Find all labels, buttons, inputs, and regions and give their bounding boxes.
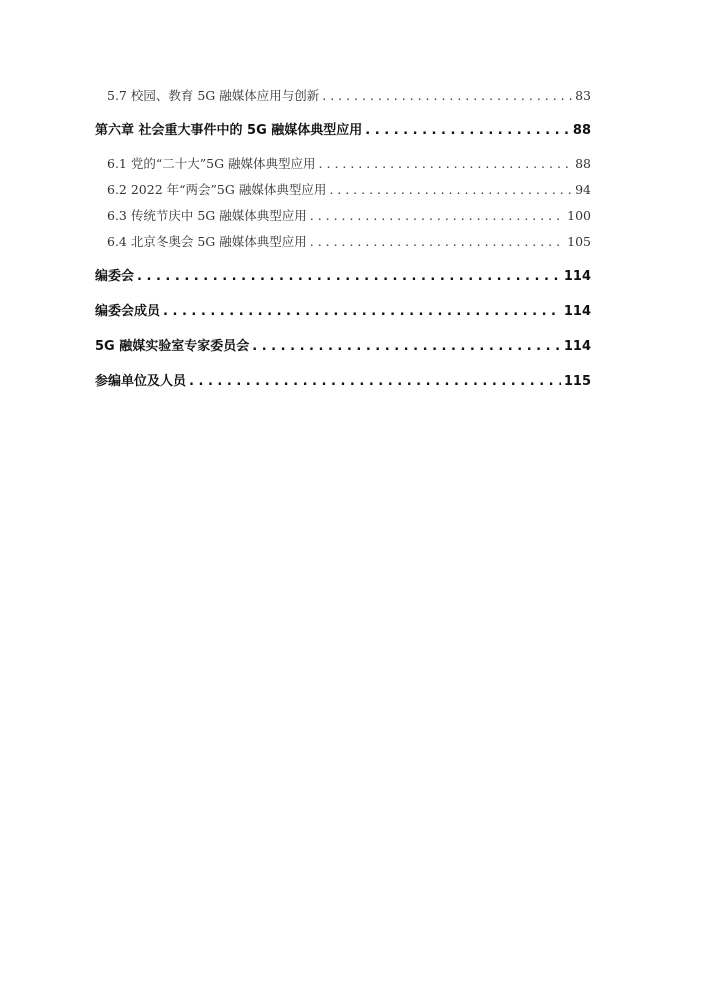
- toc-entry-page: 105: [567, 234, 591, 249]
- toc-dot-leader: [310, 232, 564, 251]
- toc-dot-leader: [137, 267, 561, 286]
- toc-dot-leader: [163, 302, 561, 321]
- toc-entry-title: 编委会: [95, 269, 135, 284]
- toc-entry-title: 编委会成员: [95, 304, 161, 319]
- toc-entry-title: 第六章 社会重大事件中的 5G 融媒体典型应用: [95, 123, 363, 138]
- toc-entry-6-3[interactable]: [95, 206, 591, 225]
- table-of-contents: [95, 86, 591, 391]
- toc-entry-title: 参编单位及人员: [95, 374, 187, 389]
- toc-entry-title: 5.7 校园、教育 5G 融媒体应用与创新: [107, 88, 320, 103]
- toc-entry-editorial-board-members[interactable]: [95, 302, 591, 321]
- toc-entry-title: 5G 融媒实验室专家委员会: [95, 339, 250, 354]
- toc-entry-page: 114: [563, 304, 591, 319]
- toc-entry-title: 6.3 传统节庆中 5G 融媒体典型应用: [107, 208, 307, 223]
- toc-entry-6-4[interactable]: [95, 232, 591, 251]
- toc-entry-page: 88: [575, 156, 591, 171]
- toc-entry-title: 6.2 2022 年“两会”5G 融媒体典型应用: [107, 182, 327, 197]
- toc-entry-page: 88: [572, 123, 591, 138]
- toc-entry-expert-committee[interactable]: [95, 337, 591, 356]
- toc-entry-chapter-6[interactable]: [95, 121, 591, 140]
- toc-dot-leader: [310, 206, 564, 225]
- toc-dot-leader: [319, 154, 573, 173]
- toc-entry-editorial-board[interactable]: [95, 267, 591, 286]
- toc-entry-page: 94: [575, 182, 591, 197]
- toc-entry-page: 114: [563, 339, 591, 354]
- toc-entry-title: 6.4 北京冬奥会 5G 融媒体典型应用: [107, 234, 307, 249]
- toc-dot-leader: [322, 86, 572, 105]
- toc-entry-page: 100: [567, 208, 591, 223]
- toc-dot-leader: [365, 121, 570, 140]
- toc-entry-contributors[interactable]: [95, 372, 591, 391]
- toc-entry-page: 83: [575, 88, 591, 103]
- toc-dot-leader: [329, 180, 572, 199]
- toc-entry-title: 6.1 党的“二十大”5G 融媒体典型应用: [107, 156, 316, 171]
- toc-entry-page: 114: [563, 269, 591, 284]
- toc-entry-5-7[interactable]: [95, 86, 591, 105]
- toc-entry-6-1[interactable]: [95, 154, 591, 173]
- toc-dot-leader: [252, 337, 561, 356]
- toc-dot-leader: [189, 372, 561, 391]
- toc-entry-page: 115: [563, 374, 591, 389]
- toc-entry-6-2[interactable]: [95, 180, 591, 199]
